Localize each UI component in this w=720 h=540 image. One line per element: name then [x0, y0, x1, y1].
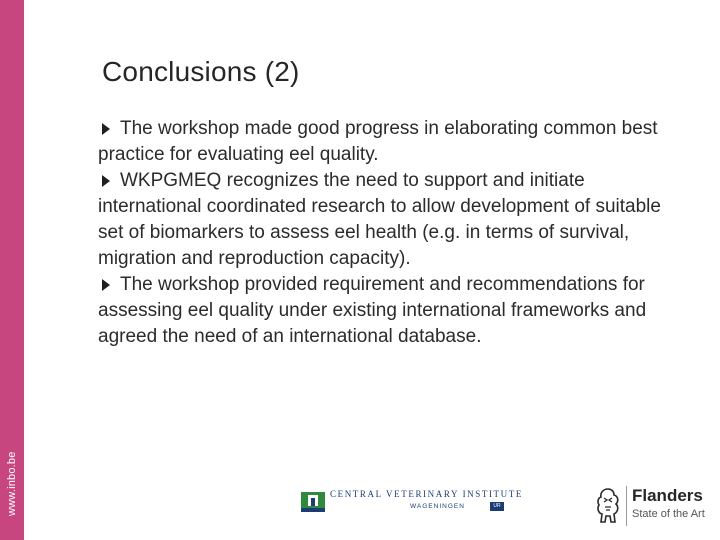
bullet-text: The workshop provided requirement and recommendations for assessing eel quality under existing international frameworks and agreed the need of an international database.	[98, 274, 647, 347]
flanders-logo	[592, 484, 714, 530]
cvi-name: CENTRAL VETERINARY INSTITUTE	[330, 489, 523, 499]
arrow-bullet-icon	[102, 123, 110, 135]
arrow-bullet-icon	[102, 279, 110, 291]
flemish-lion-icon	[594, 486, 622, 526]
slide-title: Conclusions (2)	[102, 56, 300, 87]
cvi-logo	[296, 489, 523, 515]
bullet-item	[98, 272, 663, 350]
logo-divider	[626, 486, 627, 526]
bullet-item	[98, 168, 663, 272]
bullet-text: The workshop made good progress in elaborating common best practice for evaluating eel quality.	[98, 118, 658, 165]
arrow-bullet-icon	[102, 175, 110, 187]
inbo-url[interactable]: www.inbo.be	[6, 451, 18, 516]
cvi-sub-box: UR	[490, 502, 504, 511]
bullet-list	[98, 116, 663, 350]
side-bar	[0, 0, 24, 540]
bullet-item	[98, 116, 663, 168]
flanders-name: Flanders	[632, 486, 703, 505]
bullet-text: WKPGMEQ recognizes the need to support and initiate international coordinated research to allow development of suitable set of biomarkers to assess eel health (e.g. in terms of survival, migration and reproduction capacity).	[98, 170, 661, 269]
cvi-emblem-icon	[300, 491, 326, 513]
flanders-tagline: State of the Art	[632, 508, 705, 520]
cvi-sub: WAGENINGEN	[410, 503, 465, 510]
